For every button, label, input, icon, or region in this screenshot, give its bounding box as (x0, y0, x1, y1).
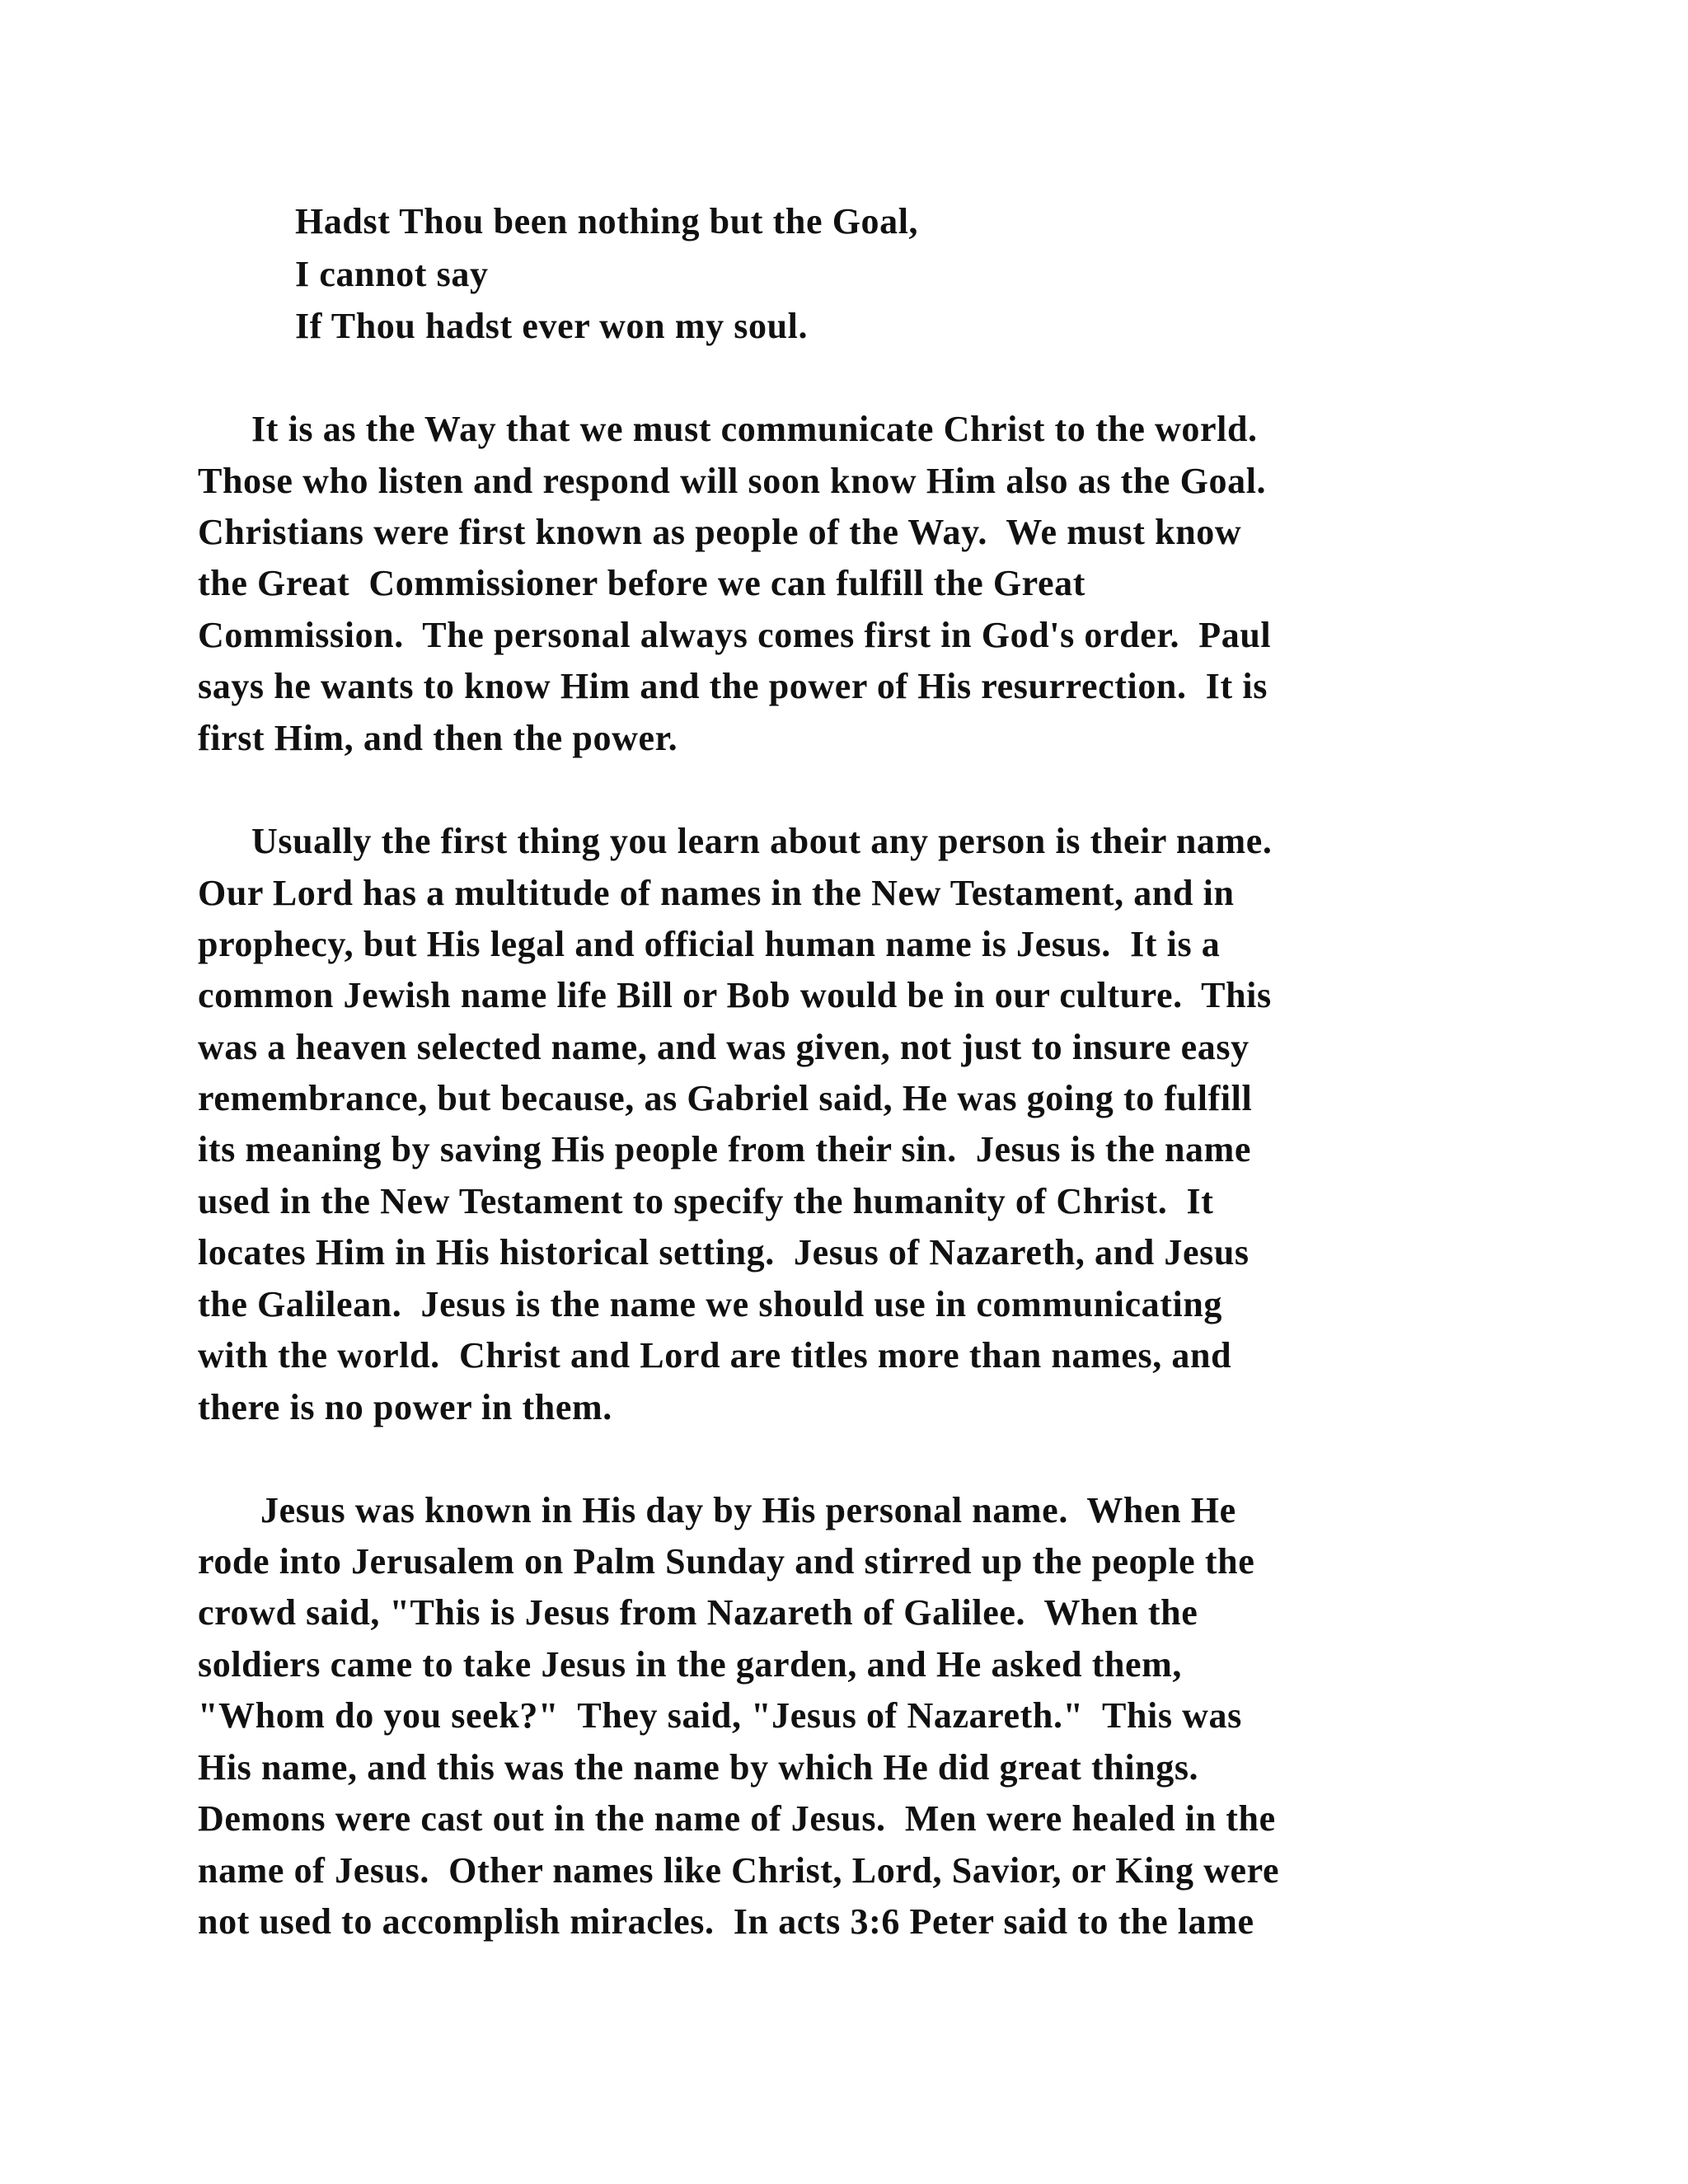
paragraph-line: was a heaven selected name, and was given, not just to insure easy (198, 1027, 1250, 1067)
paragraph-line: Demons were cast out in the name of Jesus. Men were healed in the (198, 1798, 1276, 1839)
paragraph-line: Christians were first known as people of the Way. We must know (198, 512, 1242, 552)
paragraph-line: name of Jesus. Other names like Christ, Lord, Savior, or King were (198, 1850, 1280, 1891)
paragraph-line: used in the New Testament to specify the humanity of Christ. It (198, 1181, 1214, 1221)
paragraph-line: Usually the first thing you learn about any person is their name. (251, 821, 1273, 861)
poem-block (0, 0, 1688, 346)
paragraph-line: remembrance, but because, as Gabriel said, He was going to fulfill (198, 1078, 1253, 1118)
paragraph-line: Those who listen and respond will soon know Him also as the Goal. (198, 461, 1267, 501)
paragraph-line: prophecy, but His legal and official human name is Jesus. It is a (198, 924, 1221, 964)
poem-line: If Thou hadst ever won my soul. (295, 306, 809, 346)
paragraph-line: the Galilean. Jesus is the name we should use in communicating (198, 1284, 1223, 1324)
paragraph-line: crowd said, "This is Jesus from Nazareth of Galilee. When the (198, 1592, 1198, 1633)
paragraph-line: Commission. The personal always comes first in God's order. Paul (198, 615, 1272, 655)
paragraph-line: "Whom do you seek?" They said, "Jesus of Nazareth." This was (198, 1695, 1242, 1736)
paragraph-line: locates Him in His historical setting. Jesus of Nazareth, and Jesus (198, 1232, 1250, 1272)
paragraph-line: rode into Jerusalem on Palm Sunday and stirred up the people the (198, 1541, 1255, 1582)
paragraph-line: common Jewish name life Bill or Bob would be in our culture. This (198, 975, 1272, 1015)
paragraph-line: says he wants to know Him and the power of His resurrection. It is (198, 666, 1268, 706)
paragraph-line: soldiers came to take Jesus in the garden, and He asked them, (198, 1644, 1183, 1685)
paragraph-line: the Great Commissioner before we can fulfill the Great (198, 563, 1085, 603)
paragraph-line: not used to accomplish miracles. In acts 3:6 Peter said to the lame (198, 1901, 1254, 1942)
poem-line: I cannot say (295, 254, 489, 294)
paragraph-line: with the world. Christ and Lord are titles more than names, and (198, 1335, 1232, 1376)
paragraph-line: It is as the Way that we must communicate Christ to the world. (251, 409, 1258, 449)
paragraph-line: there is no power in them. (198, 1387, 612, 1427)
paragraph-line: its meaning by saving His people from their sin. Jesus is the name (198, 1129, 1252, 1169)
paragraph-line: Our Lord has a multitude of names in the New Testament, and in (198, 873, 1235, 913)
paragraph-line: His name, and this was the name by which He did great things. (198, 1747, 1199, 1788)
paragraph-line: Jesus was known in His day by His personal name. When He (260, 1490, 1236, 1530)
paragraph-line: first Him, and then the power. (198, 718, 678, 758)
poem-line: Hadst Thou been nothing but the Goal, (295, 201, 919, 241)
paragraph-1 (0, 210, 1688, 758)
